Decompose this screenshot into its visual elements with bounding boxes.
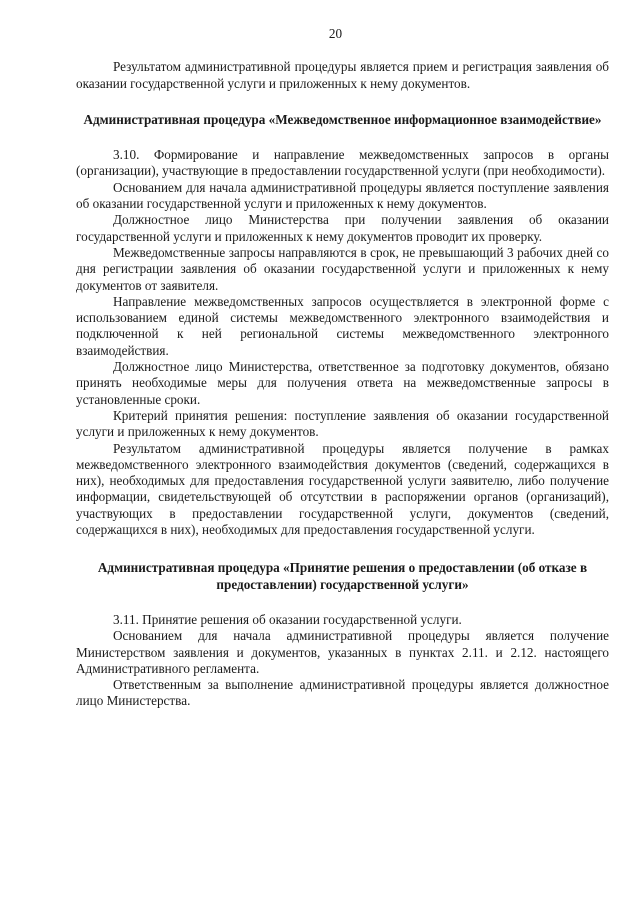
- paragraph-request-deadline: Межведомственные запросы направляются в срок, не превышающий 3 рабочих дней со дня регистрации заявления об оказании государственной услуги и приложенных к нему документов от заявителя.: [76, 244, 609, 293]
- paragraph-result-interagency: Результатом административной процедуры является получение в рамках межведомственного электронного взаимодействия документов (сведений, содержащихся в них), необходимых для предоставления государственной услуги заявителю, либо получение информации, свидетельствующей об отсутствии в распоряжении органов (организаций), участвующих в предоставлении государственной услуги, документов (сведений, содержащихся в них), необходимых для предоставления государственной услуги.: [76, 440, 609, 538]
- section-heading-decision: Административная процедура «Принятие решения о предоставлении (об отказе в предоставлении) государственной услуги»: [97, 560, 588, 592]
- paragraph-basis-decision: Основанием для начала административной процедуры является получение Министерством заявления и документов, указанных в пунктах 2.11. и 2.12. настоящего Административного регламента.: [76, 628, 609, 676]
- paragraph-official-responsible: Должностное лицо Министерства, ответственное за подготовку документов, обязано принять необходимые меры для получения ответа на межведомственные запросы в установленные сроки.: [76, 359, 609, 407]
- page-number: 20: [328, 26, 343, 41]
- paragraph-official-check: Должностное лицо Министерства при получении заявления об оказании государственной услуги и приложенных к нему документов проводит их проверку.: [76, 212, 609, 244]
- paragraph-electronic-form: Направление межведомственных запросов осуществляется в электронной форме с использованием единой системы межведомственного электронного взаимодействия и подключенной к ней региональной системы межведомственного электронного взаимодействия.: [76, 293, 609, 358]
- paragraph-decision-criterion: Критерий принятия решения: поступление заявления об оказании государственной услуги и приложенных к нему документов.: [76, 407, 609, 440]
- paragraph-result-registration: Результатом административной процедуры является прием и регистрация заявления об оказании государственной услуги и приложенных к нему документов.: [76, 59, 609, 91]
- paragraph-3-10: 3.10. Формирование и направление межведомственных запросов в органы (организации), участвующие в предоставлении государственной услуги (при необходимости).: [76, 147, 609, 179]
- paragraph-basis-start: Основанием для начала административной процедуры является поступление заявления об оказании государственной услуги и приложенных к нему документов.: [76, 179, 609, 212]
- section-heading-interagency: Административная процедура «Межведомственное информационное взаимодействие»: [83, 111, 602, 127]
- paragraph-3-11: 3.11. Принятие решения об оказании государственной услуги.: [113, 611, 462, 627]
- paragraph-responsible-official: Ответственным за выполнение административной процедуры является должностное лицо Министерства.: [76, 677, 609, 709]
